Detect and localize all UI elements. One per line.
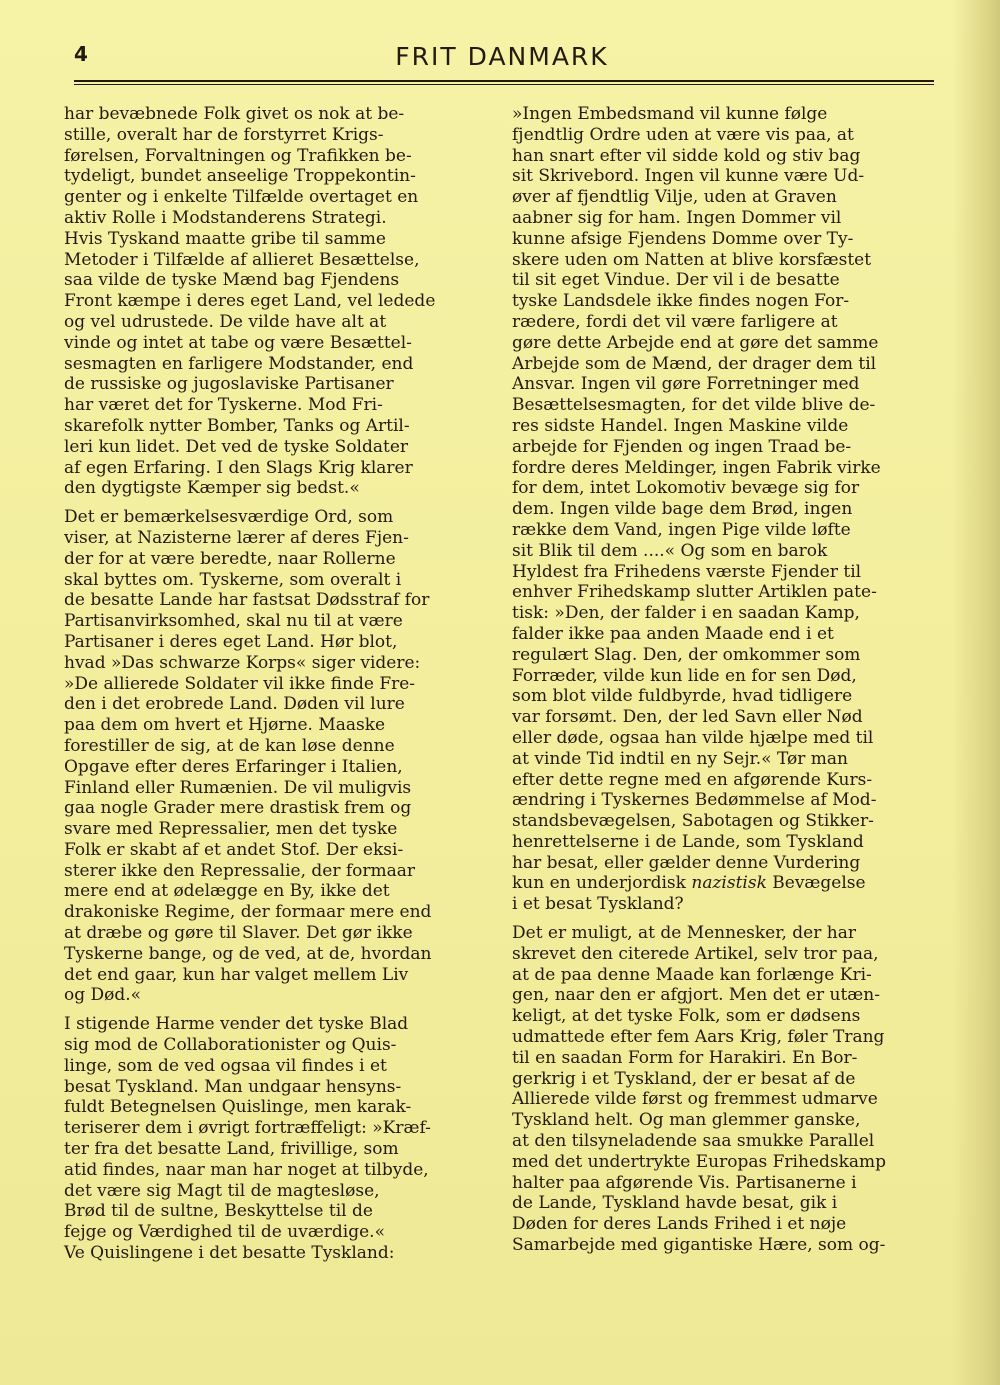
emphasized-word: nazistisk <box>691 873 767 894</box>
page-header <box>74 42 930 82</box>
left-paragraph-1: har bevæbnede Folk givet os nok at be- stille, overalt har de forstyrret Krigs- førelsen, Forvaltningen og Trafikken be- tydeligt, bundet anseelige Troppekontin- genter og i enkelte Tilfælde overtaget en aktiv Rolle i Modstanderens Strategi. Hvis Tyskand maatte gribe til samme Metoder i Tilfælde af allieret Besættelse, saa vilde de tyske Mænd bag Fjendens Front kæmpe i deres eget Land, vel ledede og vel udrustede. De vilde have alt at vinde og intet at tabe og være Besættel- sesmagten en farligere Modstander, end de russiske og jugoslaviske Partisaner har været det for Tyskerne. Mod Fri- skarefolk nytter Bomber, Tanks og Artil- leri kun lidet. Det ved de tyske Soldater af egen Erfaring. I den Slags Krig klarer den dygtigste Kæmper sig bedst.« <box>64 104 436 499</box>
right-paragraph-1-tail: Bevægelse i et besat Tyskland? <box>512 873 866 915</box>
masthead-title: FRIT DANMARK <box>395 42 609 71</box>
left-paragraph-3: I stigende Harme vender det tyske Blad sig mod de Collaborationister og Quis- linge, som de ved ogsaa vil findes i et besat Tyskland. Man undgaar hensyns- fuldt Betegnelsen Quislinge, men karak- teriserer dem i øvrigt fortræffeligt: »Kræf- ter fra det besatte Land, frivillige, som atid findes, naar man har noget at tilbyde, det være sig Magt til de magtesløse, Brød til de sultne, Beskyttelse til de fejge og Værdighed til de uværdige.« Ve Quislingene i det besatte Tyskland: <box>64 1014 431 1264</box>
right-column <box>512 104 932 1256</box>
right-paragraph-1 <box>512 104 932 915</box>
left-column <box>64 104 484 1264</box>
page-number: 4 <box>74 42 88 66</box>
left-paragraph-2: Det er bemærkelsesværdige Ord, som viser, at Nazisterne lærer af deres Fjen- der for at være beredte, naar Rollerne skal byttes om. Tyskerne, som overalt i de besatte Lande har fastsat Dødsstraf for Partisanvirksomhed, skal nu til at være Partisaner i deres eget Land. Hør blot, hvad »Das schwarze Korps« siger videre: »De allierede Soldater vil ikke finde Fre- den i det erobrede Land. Døden vil lure paa dem om hvert et Hjørne. Maaske forestiller de sig, at de kan løse denne Opgave efter deres Erfaringer i Italien, Finland eller Rumænien. De vil muligvis gaa nogle Grader mere drastisk frem og svare med Repressalier, men det tyske Folk er skabt af et andet Stof. Der eksi- sterer ikke den Repressalie, der formaar mere end at ødelægge en By, ikke det drakoniske Regime, der formaar mere end at dræbe og gøre til Slaver. Det gør ikke Tyskerne bange, og de ved, at de, hvordan det end gaar, kun har valget mellem Liv og Død.« <box>64 507 432 1006</box>
right-paragraph-2: Det er muligt, at de Mennesker, der har skrevet den citerede Artikel, selv tror paa, at de paa denne Maade kan forlænge Kri- gen, naar den er afgjort. Men det er utæn- keligt, at det tyske Folk, som er dødsens udmattede efter fem Aars Krig, føler Trang til en saadan Form for Harakiri. En Bor- gerkrig i et Tyskland, der er besat af de Allierede vilde først og fremmest udmarve Tyskland helt. Og man glemmer ganske, at den tilsyneladende saa smukke Parallel med det undertrykte Europas Frihedskamp halter paa afgørende Vis. Partisanerne i de Lande, Tyskland havde besat, gik i Døden for deres Lands Frihed i et nøje Samarbejde med gigantiske Hære, som og- <box>512 923 887 1256</box>
page-edge-shadow <box>952 0 1000 1385</box>
right-paragraph-1-text: »Ingen Embedsmand vil kunne følge fjendtlig Ordre uden at være vis paa, at han snart efter vil sidde kold og stiv bag sit Skrivebord. Ingen vil kunne være Ud- øver af fjendtlig Vilje, uden at Graven aabner sig for ham. Ingen Dommer vil kunne afsige Fjendens Domme over Ty- skere uden om Natten at blive korsfæstet til sit eget Vindue. Der vil i de besatte tyske Landsdele ikke findes nogen For- rædere, fordi det vil være farligere at gøre dette Arbejde end at gøre det samme Arbejde som de Mænd, der drager dem til Ansvar. Ingen vil gøre Forretninger med Besættelsesmagten, for det vilde blive de- res sidste Handel. Ingen Maskine vilde arbejde for Fjenden og ingen Traad be- fordre deres Meldinger, ingen Fabrik virke for dem, intet Lokomotiv bevæge sig for dem. Ingen vilde bage dem Brød, ingen række dem Vand, ingen Pige vilde løfte sit Blik til dem ....« Og som en barok Hyldest fra Frihedens værste Fjender til enhver Frihedskamp slutter Artiklen pate- tisk: »Den, der falder i en saadan Kamp, falder ikke paa anden Maade end i et regulært Slag. Den, der omkommer som Forræder, vilde kun lide en for sen Død, som blot vilde fuldbyrde, hvad tidligere var forsømt. Den, der led Savn eller Nød eller døde, ogsaa han vilde hjælpe med til at vinde Tid indtil en ny Sejr.« Tør man efter dette regne med en afgørende Kurs- ændring i Tyskernes Bedømmelse af Mod- standsbevægelsen, Sabotagen og Stikker- henrettelserne i de Lande, som Tyskland har besat, eller gælder denne Vurdering kun en underjordisk <box>512 104 881 894</box>
header-rule <box>74 80 934 85</box>
